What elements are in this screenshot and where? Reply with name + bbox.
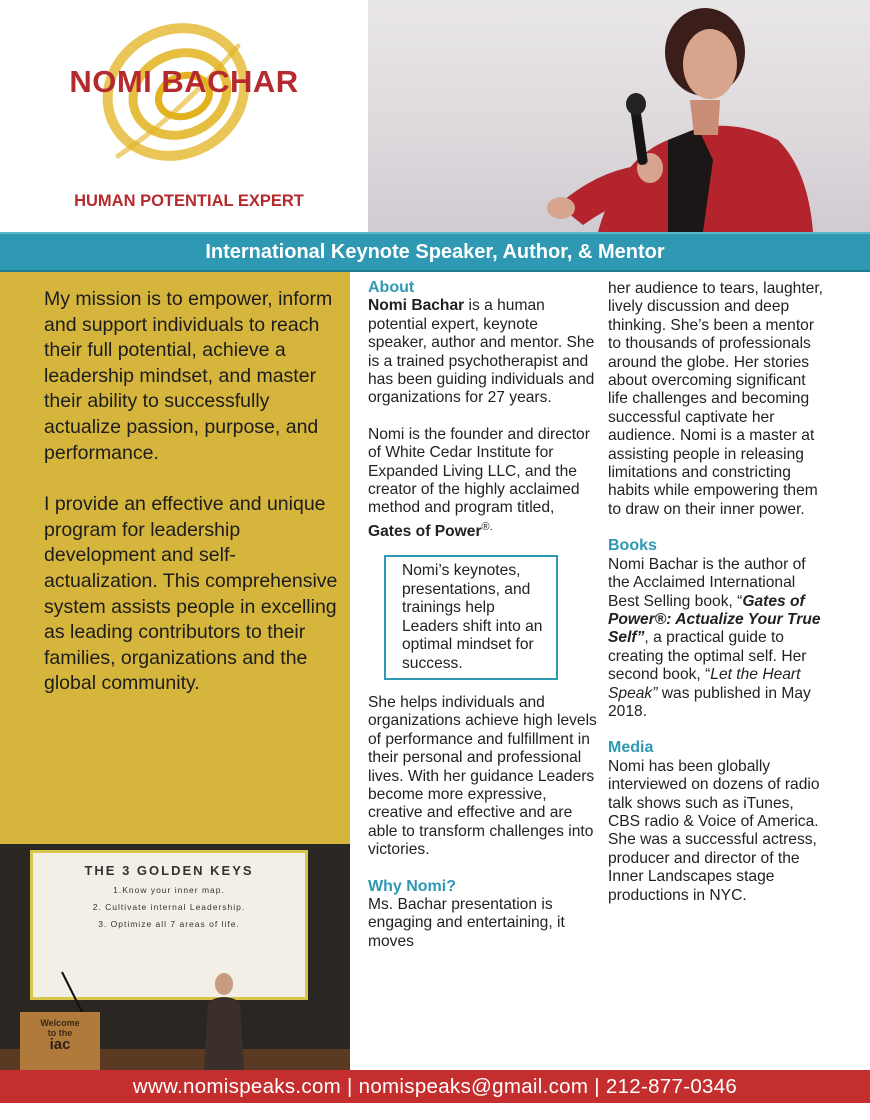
slide-title: THE 3 GOLDEN KEYS bbox=[84, 863, 254, 878]
about-column bbox=[368, 279, 598, 951]
book-title: Let the Heart Speak” bbox=[608, 666, 801, 702]
contact-footer[interactable]: www.nomispeaks.com | nomispeaks@gmail.com | 212-877-0346 bbox=[0, 1070, 870, 1103]
slide-item: 1.Know your inner map. bbox=[113, 885, 225, 895]
program-name: Gates of Power bbox=[368, 523, 482, 541]
why-paragraph: Ms. Bachar presentation is engaging and entertaining, it moves bbox=[368, 895, 565, 950]
about-name: Nomi Bachar bbox=[368, 297, 465, 315]
podium-sign bbox=[20, 1012, 100, 1070]
about-paragraph-3: She helps individuals and organizations achieve high levels of performance and fulfillment in their personal and professional lives. With her guidance Leaders become more expressive, creative and effective and are able to transform challenges into victories. bbox=[368, 693, 597, 859]
book-title: Gates of Power®: Actualize Your True Self” bbox=[608, 592, 821, 647]
about-paragraph-2 bbox=[368, 426, 598, 542]
callout-box: Nomi’s keynotes, presentations, and trainings help Leaders shift into an optimal mindset for success. bbox=[384, 555, 558, 679]
about-text: is a human potential expert, keynote speaker, author and mentor. She is a trained psychotherapist and has been guiding individuals and organizations for 27 years. bbox=[368, 297, 595, 407]
books-text: was published in May 2018. bbox=[608, 684, 811, 720]
media-paragraph: Nomi has been globally interviewed on dozens of radio talk shows such as iTunes, CBS radio & Voice of America. She was a successful actress, producer and director of the Inner Landscapes stage productions in NYC. bbox=[608, 757, 820, 904]
why-paragraph-continued: her audience to tears, laughter, lively discussion and deep thinking. She’s been a mentor to thousands of professionals around the globe. Her stories about overcoming significant life challenges and becoming successful captivate her audience. Nomi is a master at assisting people in releasing limitations and constricting habits while empowering them to draw on their inner power. bbox=[608, 280, 823, 518]
mission-paragraph-2: I provide an effective and unique program for leadership development and self-actualization. This comprehensive system assists people in excelling as leading contributors to their families, organizations and the global community. bbox=[44, 493, 338, 695]
slide-item: 3. Optimize all 7 areas of life. bbox=[98, 919, 240, 929]
registered-mark: ®. bbox=[481, 520, 493, 533]
tagline: HUMAN POTENTIAL EXPERT bbox=[74, 192, 304, 210]
about-heading: About bbox=[368, 279, 415, 296]
stage-photo bbox=[0, 844, 350, 1070]
mission-statement bbox=[44, 287, 344, 723]
headline-ribbon: International Keynote Speaker, Author, & Mentor bbox=[0, 232, 870, 272]
mission-paragraph-1: My mission is to empower, inform and support individuals to reach their full potential, achieve a leadership mindset, and master their ability to successfully actualize passion, purpose, and performance. bbox=[44, 288, 333, 464]
about-paragraph-1 bbox=[368, 297, 598, 407]
media-heading: Media bbox=[608, 739, 654, 757]
podium-logo-text: iac bbox=[49, 1036, 71, 1053]
books-text: Nomi Bachar is the author of the Acclaimed International Best Selling book, “ bbox=[608, 555, 806, 610]
logo-area bbox=[0, 0, 368, 232]
about-text: Nomi is the founder and director of White Cedar Institute for Expanded Living LLC, and the creator of the highly acclaimed method and program titled, bbox=[368, 425, 590, 517]
right-column bbox=[608, 280, 828, 905]
podium-text: to the bbox=[47, 1028, 73, 1038]
books-paragraph bbox=[608, 556, 828, 722]
slide-item: 2. Cultivate internal Leadership. bbox=[92, 902, 246, 912]
speaker-hero-photo bbox=[368, 0, 870, 232]
brand-name: NOMI BACHAR bbox=[69, 64, 299, 99]
books-text: , a practical guide to creating the optimal self. Her second book, “ bbox=[608, 629, 807, 684]
books-heading: Books bbox=[608, 537, 657, 555]
why-heading: Why Nomi? bbox=[368, 877, 456, 895]
speaker-illustration bbox=[368, 0, 870, 232]
podium-text: Welcome bbox=[40, 1018, 80, 1028]
